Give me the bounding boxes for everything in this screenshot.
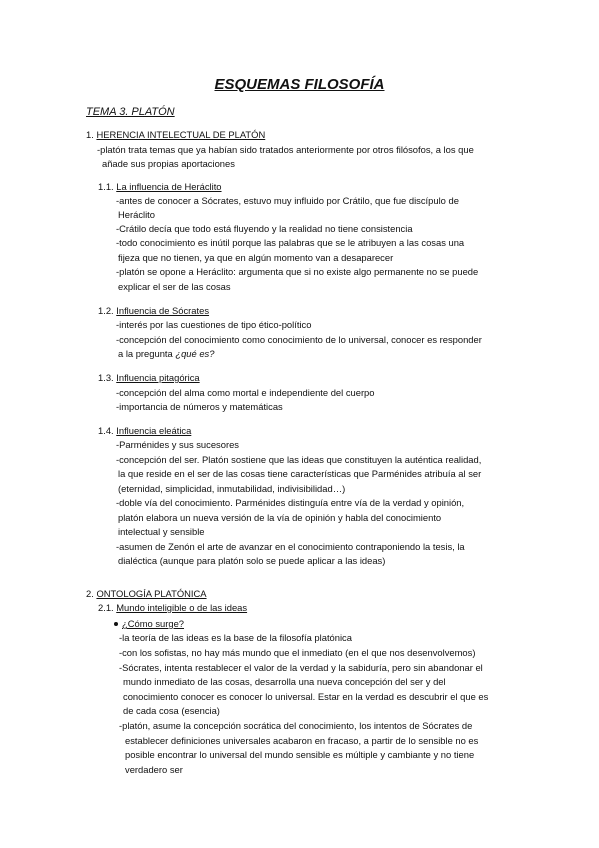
text-line: [118, 347, 214, 360]
text-line: establecer definiciones universales acabaron en fracaso, a partir de lo sensible no es: [125, 735, 479, 746]
text-span: a la pregunta: [118, 348, 176, 359]
text-line: la que reside en el ser de las cosas tiene características que Parménides atribuía al ser: [118, 468, 482, 479]
section-title: HERENCIA INTELECTUAL DE PLATÓN: [96, 129, 266, 140]
subsection-title: Influencia eleática: [116, 425, 192, 436]
subsection-1-3-heading: [98, 371, 200, 384]
text-line: -platón trata temas que ya habían sido tratados anteriormente por otros filósofos, a los que: [97, 144, 474, 155]
bullet-item: [114, 617, 184, 630]
text-line: (eternidad, simplicidad, inmutabilidad, indivisibilidad…): [118, 483, 346, 494]
text-line: -doble vía del conocimiento. Parménides distinguía entre vía de la verdad y opinión,: [116, 497, 465, 508]
document-title: ESQUEMAS FILOSOFÍA: [214, 76, 385, 93]
section-title: ONTOLOGÍA PLATÓNICA: [96, 588, 207, 599]
text-line: -Parménides y sus sucesores: [116, 439, 239, 450]
text-line: explicar el ser de las cosas: [118, 281, 231, 292]
text-line: -concepción del conocimiento como conocimiento de lo universal, conocer es responder: [116, 334, 482, 345]
text-line: de cada cosa (esencia): [123, 705, 220, 716]
bullet-icon: [114, 622, 118, 626]
text-line: añade sus propias aportaciones: [102, 158, 235, 169]
text-line: -platón, asume la concepción socrática del conocimiento, los intentos de Sócrates de: [119, 720, 473, 731]
italic-question: ¿qué es?: [175, 348, 215, 359]
subsection-number: 1.4.: [98, 425, 114, 436]
text-line: -importancia de números y matemáticas: [116, 401, 283, 412]
subsection-2-1-heading: [98, 601, 247, 614]
subsection-title: Influencia pitagórica: [116, 372, 200, 383]
text-line: -interés por las cuestiones de tipo ético-político: [116, 319, 312, 330]
text-line: dialéctica (aunque para platón solo se puede aplicar a las ideas): [118, 555, 386, 566]
section-1-heading: [86, 128, 265, 141]
section-2-heading: [86, 587, 207, 600]
subsection-title: Mundo inteligible o de las ideas: [116, 602, 248, 613]
text-line: mundo inmediato de las cosas, desarrolla una nueva concepción del ser y del: [123, 676, 446, 687]
subsection-1-1-heading: [98, 180, 222, 193]
text-line: platón elabora un nueva versión de la vía de opinión y habla del conocimiento: [118, 512, 442, 523]
text-line: -con los sofistas, no hay más mundo que el inmediato (en el que nos desenvolvemos): [119, 647, 476, 658]
text-line: conocimiento conocer es conocer lo universal. Estar en la verdad es descubrir el que es: [123, 691, 489, 702]
text-line: -Sócrates, intenta restablecer el valor de la verdad y la sabiduría, pero sin abandonar el: [119, 662, 483, 673]
section-number: 2.: [86, 588, 94, 599]
subsection-number: 1.1.: [98, 181, 114, 192]
text-line: -concepción del alma como mortal e independiente del cuerpo: [116, 387, 375, 398]
subsection-number: 1.3.: [98, 372, 114, 383]
text-line: -concepción del ser. Platón sostiene que las ideas que constituyen la auténtica realidad,: [116, 454, 482, 465]
text-line: -Crátilo decía que todo está fluyendo y la realidad no tiene consistencia: [116, 223, 413, 234]
section-number: 1.: [86, 129, 94, 140]
text-line: intelectual y sensible: [118, 526, 205, 537]
text-line: -antes de conocer a Sócrates, estuvo muy influido por Crátilo, que fue discípulo de: [116, 195, 459, 206]
text-line: -platón se opone a Heráclito: argumenta que si no existe algo permanente no se puede: [116, 266, 479, 277]
text-line: posible encontrar lo universal del mundo sensible es múltiple y cambiante y no tiene: [125, 749, 475, 760]
subsection-number: 2.1.: [98, 602, 114, 613]
text-line: -todo conocimiento es inútil porque las palabras que se le atribuyen a las cosas una: [116, 237, 465, 248]
subsection-title: Influencia de Sócrates: [116, 305, 210, 316]
subsection-1-4-heading: [98, 424, 191, 437]
subsection-1-2-heading: [98, 304, 209, 317]
text-line: -asumen de Zenón el arte de avanzar en el conocimiento contraponiendo la tesis, la: [116, 541, 465, 552]
text-line: fijeza que no tienen, ya que en algún momento van a desaparecer: [118, 252, 394, 263]
text-line: Heráclito: [118, 209, 155, 220]
subsection-number: 1.2.: [98, 305, 114, 316]
text-line: verdadero ser: [125, 764, 183, 775]
tema-heading: TEMA 3. PLATÓN: [86, 106, 175, 118]
bullet-label: ¿Cómo surge?: [122, 618, 185, 629]
text-line: -la teoría de las ideas es la base de la filosofía platónica: [119, 632, 352, 643]
subsection-title: La influencia de Heráclito: [116, 181, 222, 192]
